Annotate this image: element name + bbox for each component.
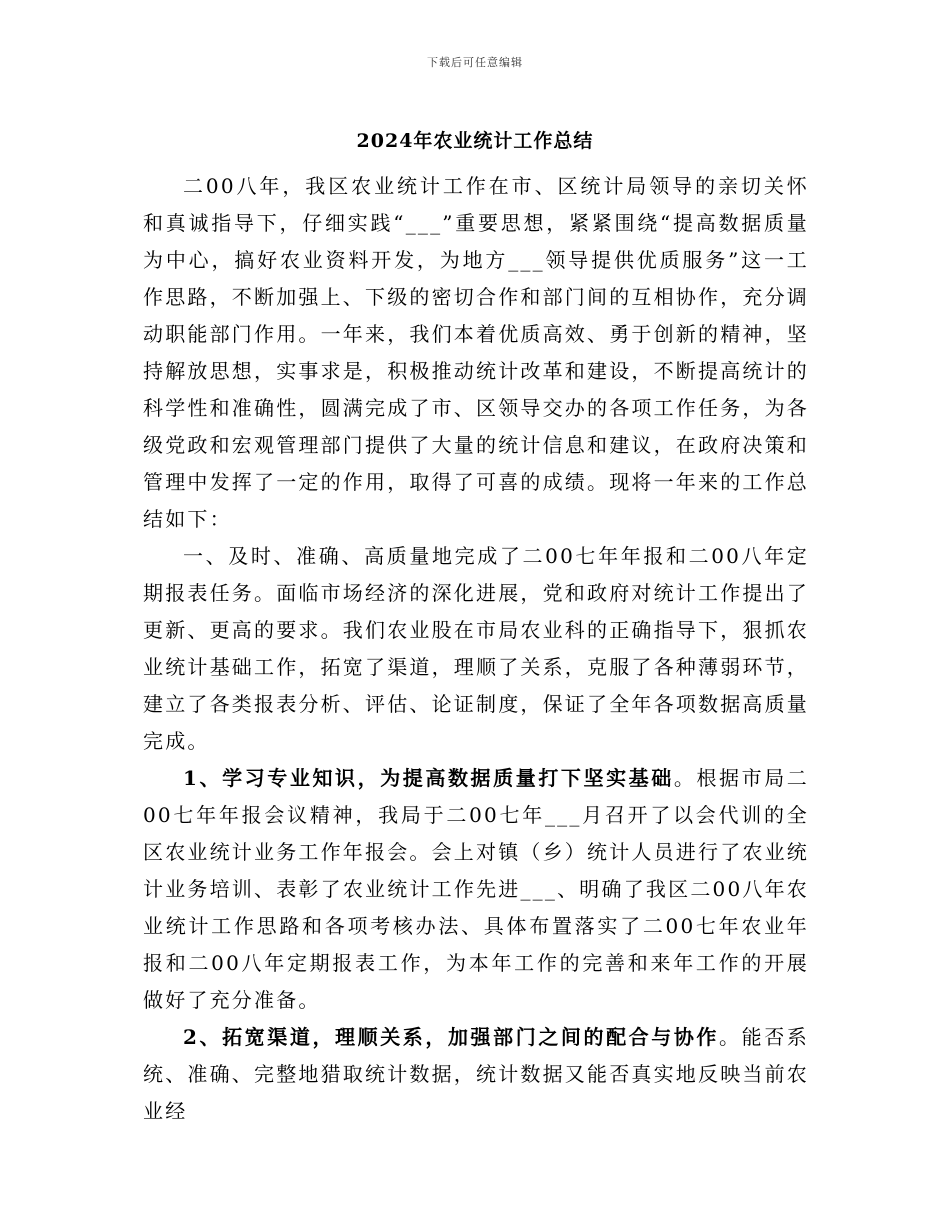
header-note: 下载后可任意编辑	[427, 56, 523, 69]
document-body	[143, 168, 809, 1130]
paragraph-section-1	[143, 538, 809, 760]
paragraph-text: 。能否系统、准确、完整地猎取统计数据，统计数据又能否真实地反映当前农业经	[143, 1025, 809, 1123]
paragraph-item-2	[143, 1019, 809, 1130]
paragraph-lead: 1、学习专业知识，为提高数据质量打下坚实基础	[183, 766, 674, 790]
paragraph-text: 。根据市局二00七年年报会议精神，我局于二00七年___月召开了以会代训的全区农业统计业务工作年报会。会上对镇（乡）统计人员进行了农业统计业务培训、表彰了农业统计工作先进___、明确了我区二00八年农业统计工作思路和各项考核办法、具体布置落实了二00七年农业年报和二00八年定期报表工作，为本年工作的完善和来年工作的开展做好了充分准备。	[143, 766, 809, 1012]
paragraph-lead: 2、拓宽渠道，理顺关系，加强部门之间的配合与协作	[183, 1025, 720, 1049]
document-title: 2024年农业统计工作总结	[356, 130, 594, 152]
paragraph-intro	[143, 168, 809, 538]
paragraph-text: 二00八年，我区农业统计工作在市、区统计局领导的亲切关怀和真诚指导下，仔细实践“___”重要思想，紧紧围绕“提高数据质量为中心，搞好农业资料开发，为地方___领导提供优质服务”这一工作思路，不断加强上、下级的密切合作和部门间的互相协作，充分调动职能部门作用。一年来，我们本着优质高效、勇于创新的精神，坚持解放思想，实事求是，积极推动统计改革和建设，不断提高统计的科学性和准确性，圆满完成了市、区领导交办的各项工作任务，为各级党政和宏观管理部门提供了大量的统计信息和建议，在政府决策和管理中发挥了一定的作用，取得了可喜的成绩。现将一年来的工作总结如下：	[143, 174, 809, 531]
paragraph-text: 一、及时、准确、高质量地完成了二00七年年报和二00八年定期报表任务。面临市场经济的深化进展，党和政府对统计工作提出了更新、更高的要求。我们农业股在市局农业科的正确指导下，狠抓农业统计基础工作，拓宽了渠道，理顺了关系，克服了各种薄弱环节，建立了各类报表分析、评估、论证制度，保证了全年各项数据高质量完成。	[143, 544, 809, 753]
paragraph-item-1	[143, 760, 809, 1019]
